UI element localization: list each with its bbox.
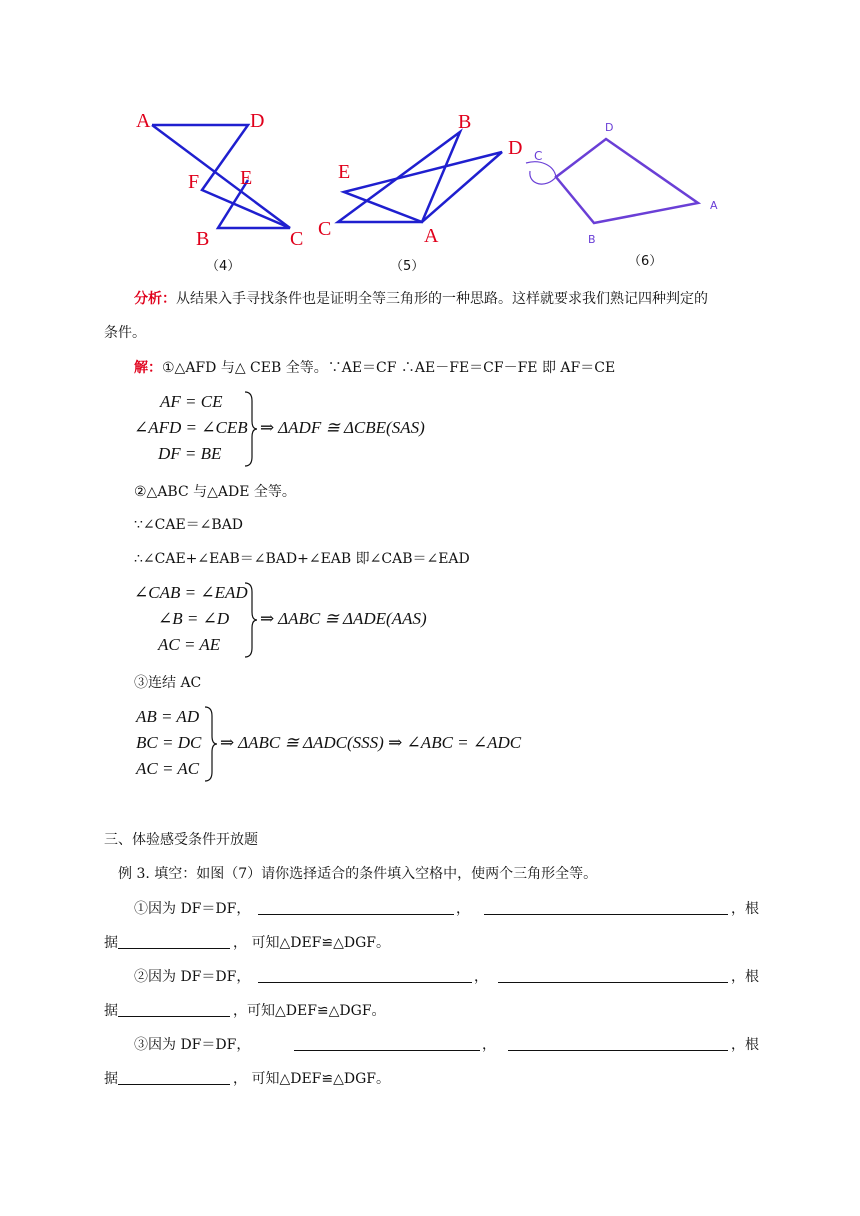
solution-part2-line-1: ∵∠CAE＝∠BAD [134, 517, 244, 533]
fill-item-2-blank-1[interactable] [258, 966, 472, 983]
fig5-label-A: A [424, 225, 439, 247]
proof3-line-2: BC = DC [136, 733, 202, 752]
fill-item-3-line-2: 据 [104, 1071, 118, 1087]
fig4-caption: （4） [206, 259, 241, 274]
proof2-line-2: ∠B = ∠D [158, 609, 230, 628]
fig4-label-A: A [136, 110, 151, 132]
fig6-label-D: D [605, 121, 614, 134]
fig6-label-A: A [710, 199, 718, 212]
analysis-label: 分析： [134, 291, 176, 307]
proof2-line-3: AC = AE [158, 635, 221, 654]
solution-part2-intro: ②△ABC 与△ADE 全等。 [134, 484, 296, 500]
fill-item-3-blank-3[interactable] [118, 1068, 230, 1085]
proof3-line-1: AB = AD [136, 707, 200, 726]
solution-part3-intro: ③连结 AC [134, 675, 202, 691]
proof2-line-1: ∠CAB = ∠EAD [134, 583, 248, 602]
proof3-line-3: AC = AC [136, 759, 200, 778]
example-3: 例 3. 填空：如图（7）请你选择适合的条件填入空格中，使两个三角形全等。 [118, 866, 598, 882]
fill-item-2-line-1: ②因为 DF＝DF， [134, 969, 251, 985]
fill-item-1-line-1: ①因为 DF＝DF， [134, 901, 251, 917]
fig6-caption: （6） [628, 254, 663, 269]
proof1-line-1: AF = CE [160, 392, 223, 411]
section3-heading: 三、体验感受条件开放题 [104, 832, 258, 848]
fill-item-3-line-1: ③因为 DF＝DF， [134, 1037, 251, 1053]
analysis-line-1: 分析：从结果入手寻找条件也是证明全等三角形的一种思路。这样就要求我们熟记四种判定的 [134, 291, 708, 307]
fill-item-3-blank-1[interactable] [294, 1034, 480, 1051]
proof1-brace [244, 391, 258, 467]
fig6-label-C: C [534, 149, 543, 163]
fig4-label-B: B [196, 228, 210, 250]
solution-label: 解： [134, 360, 162, 376]
fill-item-3-blank-2[interactable] [508, 1034, 728, 1051]
solution-part2-line-2: ∴∠CAE+∠EAB＝∠BAD+∠EAB 即∠CAB＝∠EAD [134, 551, 470, 567]
fill-item-2-blank-3[interactable] [118, 1000, 230, 1017]
proof2-conclusion: ⇒ ΔABC ≅ ΔADE(AAS) [260, 609, 427, 628]
fig5-label-E: E [338, 161, 351, 183]
fill-item-2-blank-2[interactable] [498, 966, 728, 983]
fig5-caption: （5） [390, 259, 425, 274]
analysis-line-2: 条件。 [104, 325, 146, 341]
proof1-conclusion: ⇒ ΔADF ≅ ΔCBE(SAS) [260, 418, 425, 437]
fill-item-1-blank-3[interactable] [118, 932, 230, 949]
proof3-conclusion: ⇒ ΔABC ≅ ΔADC(SSS) ⇒ ∠ABC = ∠ADC [220, 733, 522, 752]
fill-item-1-blank-1[interactable] [258, 898, 454, 915]
figure-4 [130, 100, 310, 280]
solution-part1-intro: 解：①△AFD 与△ CEB 全等。∵AE＝CF ∴AE－FE＝CF－FE 即 AF＝CE [134, 360, 616, 376]
fill-item-1-blank-2[interactable] [484, 898, 728, 915]
figure-6 [510, 115, 740, 275]
fill-item-2-line-2: 据 [104, 1003, 118, 1019]
proof1-line-3: DF = BE [158, 444, 222, 463]
proof2-brace [244, 582, 258, 658]
fig4-label-E: E [240, 167, 253, 189]
fig5-label-D: D [508, 137, 523, 159]
proof3-brace [204, 706, 218, 782]
fig4-label-F: F [188, 171, 200, 193]
proof1-line-2: ∠AFD = ∠CEB [134, 418, 248, 437]
fig5-label-C: C [318, 218, 332, 240]
fig4-label-C: C [290, 228, 304, 250]
fig5-label-B: B [458, 111, 472, 133]
fig4-label-D: D [250, 110, 265, 132]
fill-item-1-line-2: 据 [104, 935, 118, 951]
figure-5 [310, 110, 530, 280]
fig6-label-B: B [588, 233, 596, 246]
